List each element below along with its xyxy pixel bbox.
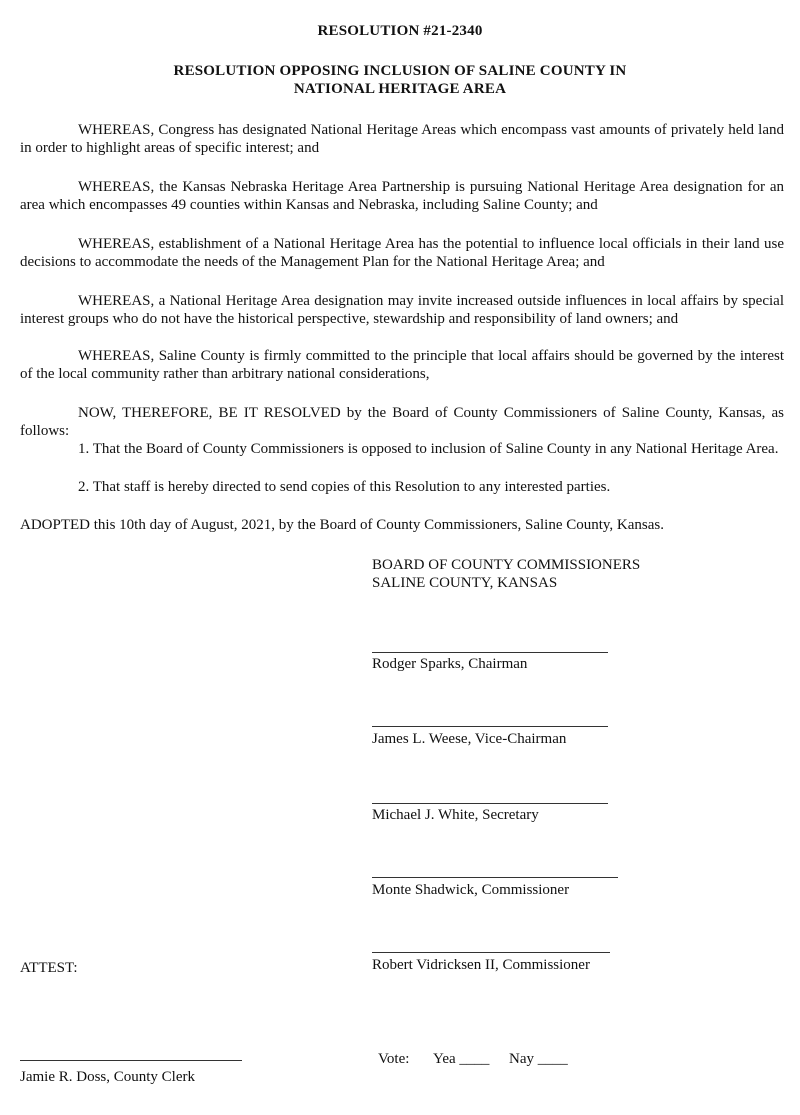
- signature-line-secretary: [372, 803, 608, 804]
- board-heading-line-2: SALINE COUNTY, KANSAS: [372, 575, 558, 591]
- signature-line-chairman: [372, 652, 608, 653]
- signatory-commissioner-vidricksen: Robert Vidricksen II, Commissioner: [372, 957, 590, 973]
- attest-label: ATTEST:: [20, 960, 78, 976]
- adopted-statement: ADOPTED this 10th day of August, 2021, by the Board of County Commissioners, Saline County, Kansas.: [20, 517, 665, 533]
- whereas-paragraph-2: WHEREAS, the Kansas Nebraska Heritage Area Partnership is pursuing National Heritage Area designation for an area which encompasses 49 counties within Kansas and Nebraska, including Saline County; and: [20, 179, 784, 213]
- signatory-vice-chairman: James L. Weese, Vice-Chairman: [372, 731, 567, 747]
- resolved-item-1: 1. That the Board of County Commissioners is opposed to inclusion of Saline County in any National Heritage Area.: [78, 441, 779, 457]
- signatory-secretary: Michael J. White, Secretary: [372, 807, 539, 823]
- resolution-title-line-2: NATIONAL HERITAGE AREA: [293, 81, 507, 97]
- county-clerk-name: Jamie R. Doss, County Clerk: [20, 1069, 195, 1085]
- board-heading-line-1: BOARD OF COUNTY COMMISSIONERS: [372, 557, 641, 573]
- signature-line-commissioner-2: [372, 952, 610, 953]
- resolved-item-2: 2. That staff is hereby directed to send copies of this Resolution to any interested parties.: [78, 479, 611, 495]
- whereas-paragraph-1: WHEREAS, Congress has designated National Heritage Areas which encompass vast amounts of privately held land in order to highlight areas of specific interest; and: [20, 122, 784, 156]
- vote-label: Vote:: [378, 1051, 410, 1067]
- signatory-commissioner-shadwick: Monte Shadwick, Commissioner: [372, 882, 570, 898]
- vote-nay: Nay ____: [509, 1051, 568, 1067]
- signature-line-commissioner-1: [372, 877, 618, 878]
- whereas-paragraph-3: WHEREAS, establishment of a National Heritage Area has the potential to influence local officials in their land use decisions to accommodate the needs of the Management Plan for the National Heritage Area; and: [20, 236, 784, 270]
- signatory-chairman: Rodger Sparks, Chairman: [372, 656, 528, 672]
- resolved-intro: NOW, THEREFORE, BE IT RESOLVED by the Board of County Commissioners of Saline County, Kansas, as follows:: [20, 405, 784, 439]
- resolution-number: RESOLUTION #21-2340: [317, 23, 483, 39]
- signature-line-vice-chairman: [372, 726, 608, 727]
- whereas-paragraph-5: WHEREAS, Saline County is firmly committed to the principle that local affairs should be governed by the interest of the local community rather than arbitrary national considerations,: [20, 348, 784, 382]
- resolution-title-line-1: RESOLUTION OPPOSING INCLUSION OF SALINE COUNTY IN: [173, 63, 627, 79]
- signature-line-county-clerk: [20, 1060, 242, 1061]
- whereas-paragraph-4: WHEREAS, a National Heritage Area designation may invite increased outside influences in local affairs by special interest groups who do not have the historical perspective, stewardship and responsibility of land owners; and: [20, 293, 784, 327]
- vote-yea: Yea ____: [433, 1051, 490, 1067]
